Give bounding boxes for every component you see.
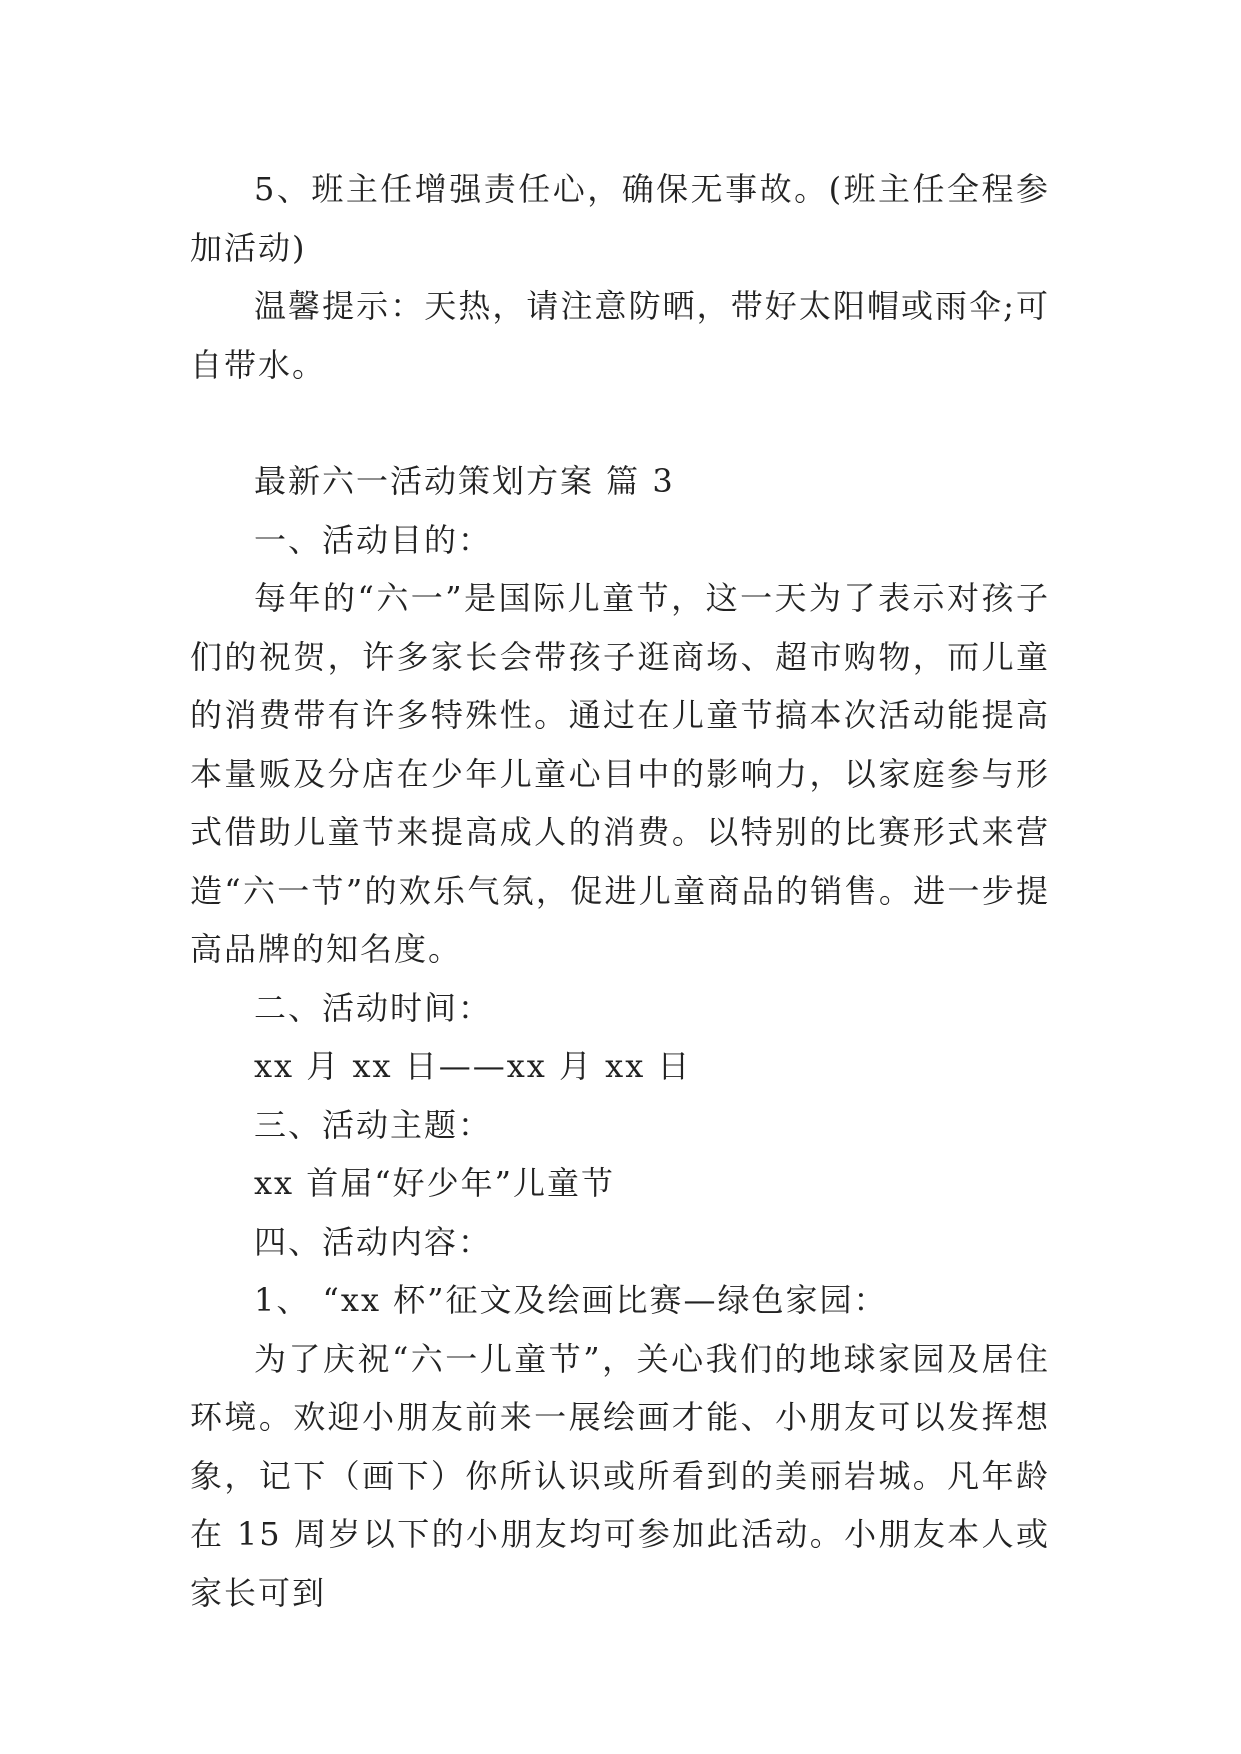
paragraph-activity-purpose: 每年的“六一”是国际儿童节，这一天为了表示对孩子们的祝贺，许多家长会带孩子逛商场、超市购物，而儿童的消费带有许多特殊性。通过在儿童节搞本次活动能提高本量贩及分店在少年儿童心目中的影响力，以家庭参与形式借助儿童节来提高成人的消费。以特别的比赛形式来营造“六一节”的欢乐气氛，促进儿童商品的销售。进一步提高品牌的知名度。 xyxy=(190,579,1050,968)
paragraph-spacer xyxy=(190,394,1050,452)
section-title: 最新六一活动策划方案 篇 3 xyxy=(254,462,675,500)
heading-activity-purpose: 一、活动目的： xyxy=(254,520,493,559)
paragraph-warm-tip: 温馨提示：天热，请注意防晒，带好太阳帽或雨伞;可自带水。 xyxy=(190,287,1050,384)
heading-activity-content: 四、活动内容： xyxy=(254,1222,493,1261)
paragraph-contest-details: 为了庆祝“六一儿童节”，关心我们的地球家园及居住环境。欢迎小朋友前来一展绘画才能、小朋友可以发挥想象，记下（画下）你所认识或所看到的美丽岩城。凡年龄在 15 周岁以下的小朋友均可参加此活动。小朋友本人或家长可到 xyxy=(190,1339,1050,1612)
paragraph-activity-theme: xx 首届“好少年”儿童节 xyxy=(254,1164,615,1202)
heading-activity-theme: 三、活动主题： xyxy=(254,1105,493,1144)
heading-activity-time: 二、活动时间： xyxy=(254,988,493,1027)
subheading-contest: 1、 “xx 杯”征文及绘画比赛—绿色家园： xyxy=(254,1281,888,1319)
document-body xyxy=(190,160,1050,1622)
paragraph-item-5-responsibility: 5、班主任增强责任心，确保无事故。(班主任全程参加活动) xyxy=(190,170,1050,267)
paragraph-activity-time: xx 月 xx 日——xx 月 xx 日 xyxy=(254,1047,692,1085)
